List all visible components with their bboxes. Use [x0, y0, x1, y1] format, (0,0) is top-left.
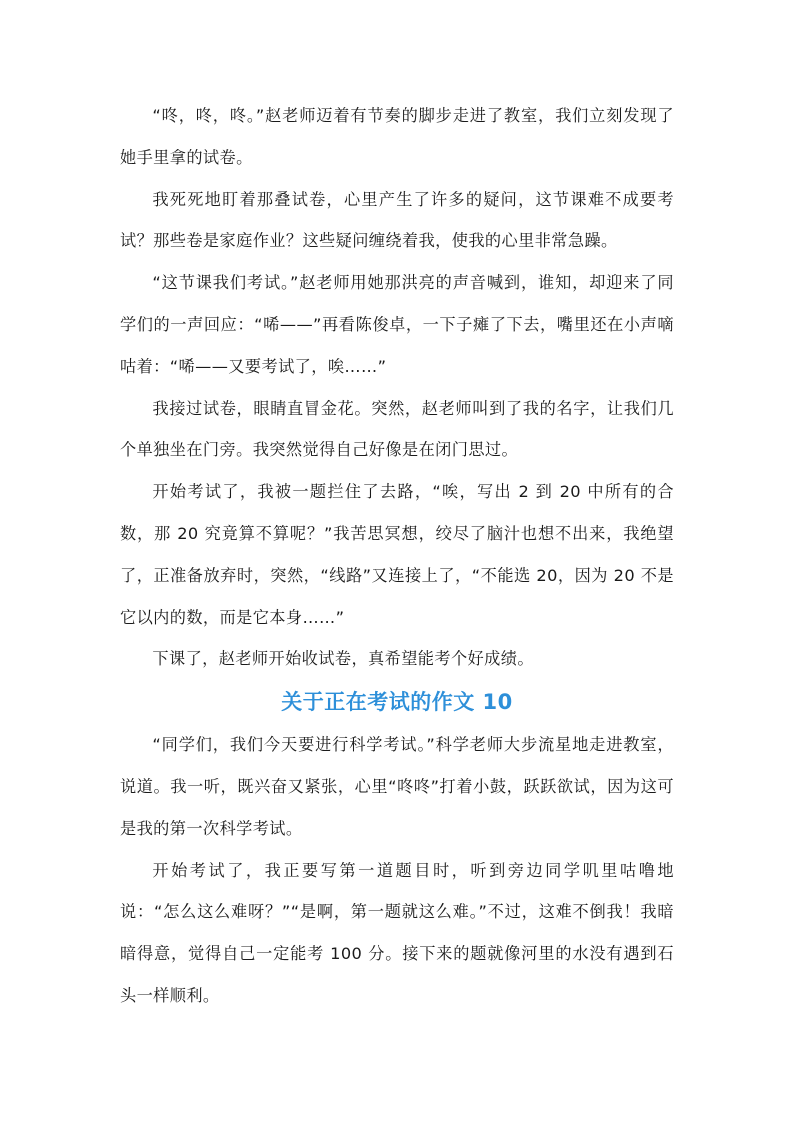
paragraph-science-exam-intro: “同学们，我们今天要进行科学考试。”科学老师大步流星地走进教室，说道。我一听，既兴奋又紧张，心里“咚咚”打着小鼓，跃跃欲试，因为这可是我的第一次科学考试。: [120, 735, 674, 838]
paragraph-first-question: 开始考试了，我正要写第一道题目时，听到旁边同学叽里咕噜地说：“怎么这么难呀？”“是啊，第一题就这么难。”不过，这难不倒我！我暗暗得意，觉得自己一定能考 100 分。接下来的题就像河里的水没有遇到石头一样顺利。: [120, 860, 674, 1005]
paragraph-receiving-paper: 我接过试卷，眼睛直冒金花。突然，赵老师叫到了我的名字，让我们几个单独坐在门旁。我突然觉得自己好像是在闭门思过。: [120, 398, 674, 460]
paragraph-class-ends: 下课了，赵老师开始收试卷，真希望能考个好成绩。: [152, 649, 534, 669]
document-page: [120, 95, 674, 1017]
paragraph-exam-announcement: “这节课我们考试。”赵老师用她那洪亮的声音喊到，谁知，却迎来了同学们的一声回应：“唏——”再看陈俊卓，一下子瘫了下去，嘴里还在小声嘀咕着：“唏——又要考试了，唉……”: [120, 273, 674, 376]
section-heading: 关于正在考试的作文 10: [281, 690, 513, 715]
paragraph-teacher-arrives: “咚，咚，咚。”赵老师迈着有节奏的脚步走进了教室，我们立刻发现了她手里拿的试卷。: [120, 106, 674, 167]
paragraph-composite-number-question: 开始考试了，我被一题拦住了去路，“唉，写出 2 到 20 中所有的合数，那 20 究竟算不算呢？”我苦思冥想，绞尽了脑汁也想不出来，我绝望了，正准备放弃时，突然，“线路”又连接上了，“不能选 20，因为 20 不是它以内的数，而是它本身……”: [120, 482, 674, 627]
paragraph-staring-at-papers: 我死死地盯着那叠试卷，心里产生了许多的疑问，这节课难不成要考试？那些卷是家庭作业？这些疑问缠绕着我，使我的心里非常急躁。: [120, 189, 674, 251]
